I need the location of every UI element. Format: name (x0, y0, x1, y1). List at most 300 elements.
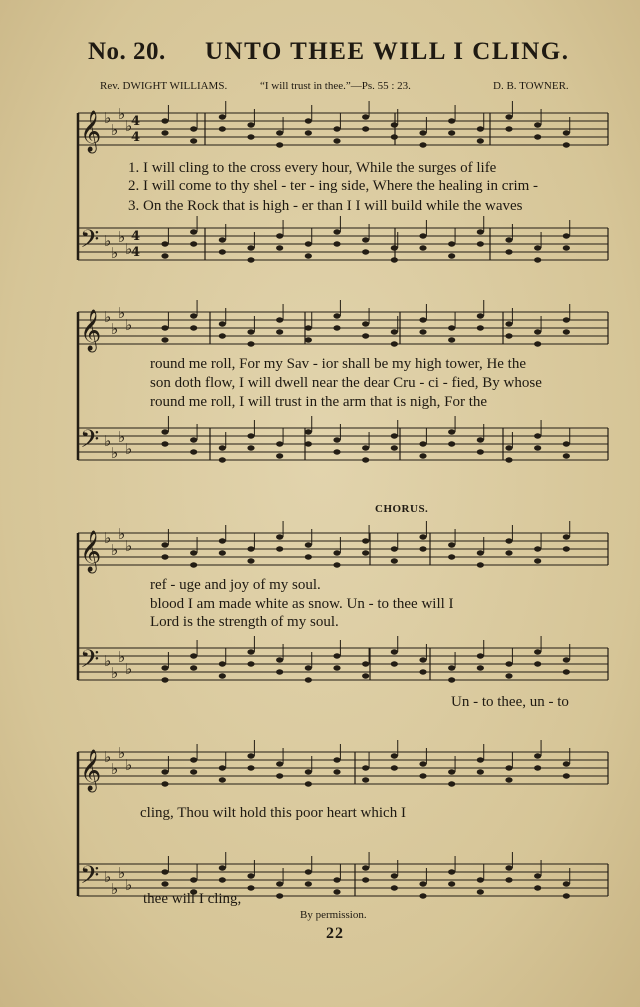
system2-treble-note (219, 333, 226, 338)
system3-bass-note (391, 661, 398, 666)
system4-bass-clef: 𝄢 (80, 861, 100, 896)
system4-treble-note (247, 765, 254, 770)
system4-treble-note (219, 777, 226, 782)
system2-bass-note (477, 437, 484, 442)
system2-bass-note (563, 441, 570, 446)
system4-bass-note (247, 885, 254, 890)
system1-treble-note (305, 130, 312, 135)
system1-bass-note (362, 249, 369, 254)
system1-bass-note (534, 245, 541, 250)
system4-treble-note (505, 765, 512, 770)
system4-treble-note (391, 753, 398, 758)
system2-flat-sign: ♭ (104, 308, 112, 326)
system1-treble-note (190, 126, 197, 131)
system2-bass-note (534, 433, 541, 438)
system4-bass-lyric: thee will I cling, (143, 891, 242, 907)
system4-flat-sign: ♭ (118, 864, 126, 882)
system3-bass-note (448, 677, 455, 682)
system1-bass-note (161, 253, 168, 258)
system3-treble-note (534, 558, 541, 563)
system3-treble-note (477, 550, 484, 555)
system2-flat-sign: ♭ (104, 432, 112, 450)
system2-bass-note (305, 429, 312, 434)
system4-treble-note (276, 761, 283, 766)
system3-bass-note (247, 649, 254, 654)
system3-treble-note (219, 538, 226, 543)
system3-treble-note (276, 534, 283, 539)
system2-bass-note (219, 457, 226, 462)
system1-treble-note (563, 142, 570, 147)
system3-flat-sign: ♭ (118, 525, 126, 543)
system1-treble-note (333, 138, 340, 143)
system1-treble-clef: 𝄞 (80, 111, 102, 152)
system4-bass-note (391, 885, 398, 890)
system1-bass-note (448, 241, 455, 246)
system3-flat-sign: ♭ (111, 541, 119, 559)
system2-treble-note (448, 337, 455, 342)
system4-flat-sign: ♭ (111, 760, 119, 778)
system1-bass-note (219, 249, 226, 254)
system2-treble-note (219, 321, 226, 326)
system2-bass-note (333, 449, 340, 454)
system2-flat-sign: ♭ (118, 304, 126, 322)
system3-bass-note (477, 665, 484, 670)
system3-bass-note (505, 673, 512, 678)
system3-bass-note (219, 673, 226, 678)
system1-bass-note (563, 245, 570, 250)
system1-treble-note (505, 114, 512, 119)
system1-verse3: 3. On the Rock that is high - er than I I will build while the waves (128, 198, 523, 214)
system2-bass-note (563, 453, 570, 458)
system4-treble-note (448, 781, 455, 786)
system2-treble-note (161, 325, 168, 330)
system4-bass-note (276, 881, 283, 886)
system3-bass-note (247, 661, 254, 666)
system3-treble-note (161, 542, 168, 547)
system3-bass-note (362, 673, 369, 678)
system1-treble-note (161, 130, 168, 135)
permission-note: By permission. (300, 909, 367, 921)
system4-treble-note (419, 773, 426, 778)
time-signature-bass: 4 (131, 229, 141, 244)
system2-treble-note (190, 313, 197, 318)
system2-flat-sign: ♭ (125, 316, 133, 334)
chorus-label: CHORUS. (375, 503, 429, 515)
system3-treble-note (190, 562, 197, 567)
system1-bass-note (563, 233, 570, 238)
system2-bass-note (477, 449, 484, 454)
system3-bass-note (305, 677, 312, 682)
system1-treble-note (219, 114, 226, 119)
system2-treble-note (534, 329, 541, 334)
system3-bass-note (219, 661, 226, 666)
composer: D. B. TOWNER. (493, 80, 569, 92)
system1-treble-note (190, 138, 197, 143)
system2-bass-note (190, 449, 197, 454)
system4-treble-note (161, 781, 168, 786)
system3-bass-lyric: Un - to thee, un - to (451, 694, 569, 710)
system3-treble-note (419, 546, 426, 551)
system3-treble-note (362, 550, 369, 555)
system1-bass-note (448, 253, 455, 258)
system2-bass-note (219, 445, 226, 450)
system4-treble-note (247, 753, 254, 758)
system4-treble-note (563, 761, 570, 766)
system3-treble-note (419, 534, 426, 539)
system4-treble-note (190, 769, 197, 774)
system3-treble-note (247, 546, 254, 551)
system1-treble-note (419, 142, 426, 147)
system1-bass-note (477, 229, 484, 234)
system1-treble-note (477, 126, 484, 131)
system2-treble-note (276, 329, 283, 334)
system4-bass-note (219, 865, 226, 870)
system3-bass-clef: 𝄢 (80, 645, 100, 680)
system2-treble-note (247, 329, 254, 334)
system4-treble-note (448, 769, 455, 774)
time-signature-treble: 4 (131, 130, 141, 145)
system4-treble-note (391, 765, 398, 770)
system3-flat-sign: ♭ (125, 537, 133, 555)
system1-bass-note (505, 249, 512, 254)
system1-flat-sign: ♭ (118, 105, 126, 123)
system2-flat-sign: ♭ (118, 428, 126, 446)
system4-bass-note (477, 877, 484, 882)
system2-verse3: round me roll, I will trust in the arm that is nigh, For the (150, 394, 488, 410)
system3-bass-note (448, 665, 455, 670)
system2-bass-note (333, 437, 340, 442)
system1-bass-note (190, 229, 197, 234)
system4-treble-note (305, 769, 312, 774)
system3-flat-sign: ♭ (104, 529, 112, 547)
system4-bass-note (333, 877, 340, 882)
system4-bass-note (563, 881, 570, 886)
system4-flat-sign: ♭ (104, 868, 112, 886)
system4-flat-sign: ♭ (125, 876, 133, 894)
system2-bass-note (505, 457, 512, 462)
system3-bass-note (190, 665, 197, 670)
time-signature-treble: 4 (131, 114, 141, 129)
system3-treble-note (247, 558, 254, 563)
system3-verse3: Lord is the strength of my soul. (150, 614, 339, 630)
system3-bass-note (563, 657, 570, 662)
system4-treble-note (534, 753, 541, 758)
system1-treble-note (161, 118, 168, 123)
system2-treble-note (391, 341, 398, 346)
system2-treble-note (362, 333, 369, 338)
system4-bass-note (362, 865, 369, 870)
system2-bass-note (362, 457, 369, 462)
system4-flat-sign: ♭ (118, 744, 126, 762)
system1-bass-note (276, 233, 283, 238)
system4-treble-note (534, 765, 541, 770)
system1-bass-note (391, 257, 398, 262)
system2-treble-note (477, 325, 484, 330)
system2-flat-sign: ♭ (111, 320, 119, 338)
system3-treble-note (448, 554, 455, 559)
system2-bass-note (505, 445, 512, 450)
system1-treble-note (563, 130, 570, 135)
system4-treble-clef: 𝄞 (80, 750, 102, 791)
system2-treble-note (505, 333, 512, 338)
system1-bass-note (161, 241, 168, 246)
hymn-title: UNTO THEE WILL I CLING. (205, 38, 570, 65)
system3-flat-sign: ♭ (111, 664, 119, 682)
system3-bass-note (391, 649, 398, 654)
system3-treble-note (333, 562, 340, 567)
system1-flat-sign: ♭ (104, 232, 112, 250)
system3-bass-note (305, 665, 312, 670)
system1-bass-note (305, 241, 312, 246)
system4-treble-note (276, 773, 283, 778)
system4-bass-note (161, 881, 168, 886)
system1-treble-note (305, 118, 312, 123)
system2-treble-note (534, 341, 541, 346)
system1-bass-note (247, 245, 254, 250)
system3-treble-note (448, 542, 455, 547)
system1-bass-note (333, 229, 340, 234)
system1-treble-note (448, 118, 455, 123)
system2-treble-note (362, 321, 369, 326)
system4-treble-note (362, 765, 369, 770)
system1-treble-note (333, 126, 340, 131)
system2-bass-note (448, 441, 455, 446)
system2-treble-note (563, 329, 570, 334)
system4-treble-note (219, 765, 226, 770)
system2-treble-note (477, 313, 484, 318)
system1-treble-note (391, 134, 398, 139)
system4-treble-lyric: cling, Thou wilt hold this poor heart which I (140, 805, 406, 821)
system4-treble-note (505, 777, 512, 782)
system3-bass-note (333, 653, 340, 658)
system4-treble-note (190, 757, 197, 762)
system2-bass-note (276, 441, 283, 446)
system3-bass-note (534, 649, 541, 654)
system2-verse1: round me roll, For my Sav - ior shall be my high tower, He the (150, 356, 527, 372)
system4-bass-note (477, 889, 484, 894)
system3-bass-note (161, 677, 168, 682)
system1-bass-note (477, 241, 484, 246)
system1-verse2: 2. I will come to thy shel - ter - ing side, Where the healing in crim - (128, 178, 539, 194)
system3-bass-note (333, 665, 340, 670)
system3-treble-note (391, 558, 398, 563)
system2-bass-note (305, 441, 312, 446)
system4-bass-note (305, 869, 312, 874)
system1-bass-note (276, 245, 283, 250)
system4-bass-note (505, 865, 512, 870)
system4-treble-note (333, 757, 340, 762)
system1-flat-sign: ♭ (125, 117, 133, 135)
system3-bass-note (534, 661, 541, 666)
system4-flat-sign: ♭ (125, 756, 133, 774)
system1-flat-sign: ♭ (111, 121, 119, 139)
system1-treble-note (276, 130, 283, 135)
system1-bass-note (190, 241, 197, 246)
system3-treble-note (563, 546, 570, 551)
system2-bass-note (419, 453, 426, 458)
system4-treble-note (161, 769, 168, 774)
system4-bass-note (563, 893, 570, 898)
system2-bass-note (161, 441, 168, 446)
system1-treble-note (505, 126, 512, 131)
system1-treble-note (219, 126, 226, 131)
system3-treble-note (161, 554, 168, 559)
system3-treble-note (276, 546, 283, 551)
system3-treble-note (362, 538, 369, 543)
system1-treble-note (247, 122, 254, 127)
system2-treble-note (563, 317, 570, 322)
system1-flat-sign: ♭ (125, 240, 133, 258)
system2-treble-note (333, 325, 340, 330)
system1-treble-note (534, 134, 541, 139)
system1-bass-note (247, 257, 254, 262)
system1-verse1: 1. I will cling to the cross every hour, While the surges of life (128, 160, 497, 176)
system1-treble-note (247, 134, 254, 139)
system1-bass-note (219, 237, 226, 242)
system4-bass-note (534, 873, 541, 878)
system2-treble-note (333, 313, 340, 318)
system4-flat-sign: ♭ (104, 748, 112, 766)
hymn-number: No. 20. (88, 38, 166, 65)
system2-treble-note (448, 325, 455, 330)
system2-treble-note (305, 337, 312, 342)
system4-bass-note (161, 869, 168, 874)
system1-treble-note (362, 114, 369, 119)
system4-bass-note (219, 877, 226, 882)
system3-flat-sign: ♭ (118, 648, 126, 666)
system3-flat-sign: ♭ (125, 660, 133, 678)
system3-treble-note (391, 546, 398, 551)
system2-flat-sign: ♭ (111, 444, 119, 462)
system3-treble-note (477, 562, 484, 567)
system1-treble-note (391, 122, 398, 127)
system1-flat-sign: ♭ (111, 244, 119, 262)
page-number: 22 (326, 925, 344, 942)
system4-treble-note (419, 761, 426, 766)
system3-bass-note (505, 661, 512, 666)
system4-bass-note (505, 877, 512, 882)
system2-treble-note (161, 337, 168, 342)
system3-treble-note (305, 542, 312, 547)
system1-bass-note (362, 237, 369, 242)
system2-bass-note (362, 445, 369, 450)
system3-treble-note (563, 534, 570, 539)
time-signature-bass: 4 (131, 245, 141, 260)
system1-bass-note (419, 233, 426, 238)
system2-treble-note (419, 317, 426, 322)
system1-bass-note (391, 245, 398, 250)
system2-bass-note (534, 445, 541, 450)
system1-bass-clef: 𝄢 (80, 225, 100, 260)
system4-bass-note (448, 869, 455, 874)
system2-bass-note (247, 433, 254, 438)
system4-bass-note (391, 873, 398, 878)
system1-bass-note (505, 237, 512, 242)
system2-verse2: son doth flow, I will dwell near the dear Cru - ci - fied, By whose (150, 375, 542, 391)
system3-bass-note (563, 669, 570, 674)
system3-verse2: blood I am made white as snow. Un - to thee will I (150, 596, 454, 612)
system3-bass-note (419, 669, 426, 674)
system3-bass-note (276, 669, 283, 674)
system1-bass-note (419, 245, 426, 250)
system3-treble-note (505, 550, 512, 555)
system2-bass-note (190, 437, 197, 442)
system4-bass-note (534, 885, 541, 890)
system4-treble-note (362, 777, 369, 782)
system4-bass-note (333, 889, 340, 894)
system3-bass-note (190, 653, 197, 658)
system1-treble-note (534, 122, 541, 127)
system2-treble-note (190, 325, 197, 330)
system1-treble-note (276, 142, 283, 147)
system4-flat-sign: ♭ (111, 880, 119, 898)
system4-bass-note (305, 881, 312, 886)
system1-flat-sign: ♭ (104, 109, 112, 127)
system3-flat-sign: ♭ (104, 652, 112, 670)
system1-flat-sign: ♭ (118, 228, 126, 246)
system2-bass-clef: 𝄢 (80, 425, 100, 460)
system1-treble-note (448, 130, 455, 135)
system2-bass-note (276, 453, 283, 458)
system1-bass-note (534, 257, 541, 262)
system3-verse1: ref - uge and joy of my soul. (150, 577, 321, 593)
system4-bass-note (419, 881, 426, 886)
system4-bass-note (448, 881, 455, 886)
system2-treble-clef: 𝄞 (80, 310, 102, 351)
system2-bass-note (391, 445, 398, 450)
system2-bass-note (391, 433, 398, 438)
system3-treble-clef: 𝄞 (80, 531, 102, 572)
system3-treble-note (534, 546, 541, 551)
system3-treble-note (333, 550, 340, 555)
system1-treble-note (419, 130, 426, 135)
system4-bass-note (247, 873, 254, 878)
system4-bass-note (190, 877, 197, 882)
system2-treble-note (505, 321, 512, 326)
system2-bass-note (161, 429, 168, 434)
system3-treble-note (190, 550, 197, 555)
system2-bass-note (419, 441, 426, 446)
system2-treble-note (247, 341, 254, 346)
system3-bass-note (419, 657, 426, 662)
system4-treble-note (477, 769, 484, 774)
system4-treble-note (305, 781, 312, 786)
system2-bass-note (448, 429, 455, 434)
system4-treble-note (333, 769, 340, 774)
system2-treble-note (276, 317, 283, 322)
system1-bass-note (305, 253, 312, 258)
system2-treble-note (419, 329, 426, 334)
system3-bass-note (276, 657, 283, 662)
system3-bass-note (362, 661, 369, 666)
system4-treble-note (563, 773, 570, 778)
system2-flat-sign: ♭ (125, 440, 133, 458)
system3-treble-note (305, 554, 312, 559)
system3-treble-note (505, 538, 512, 543)
system4-bass-note (362, 877, 369, 882)
system1-bass-note (333, 241, 340, 246)
system4-bass-note (276, 893, 283, 898)
scripture-reference: “I will trust in thee.”—Ps. 55 : 23. (260, 80, 411, 92)
system4-bass-note (419, 893, 426, 898)
system3-bass-note (161, 665, 168, 670)
system2-bass-note (247, 445, 254, 450)
system2-treble-note (391, 329, 398, 334)
system2-treble-note (305, 325, 312, 330)
system4-treble-note (477, 757, 484, 762)
author: Rev. DWIGHT WILLIAMS. (100, 80, 228, 92)
system3-bass-note (477, 653, 484, 658)
